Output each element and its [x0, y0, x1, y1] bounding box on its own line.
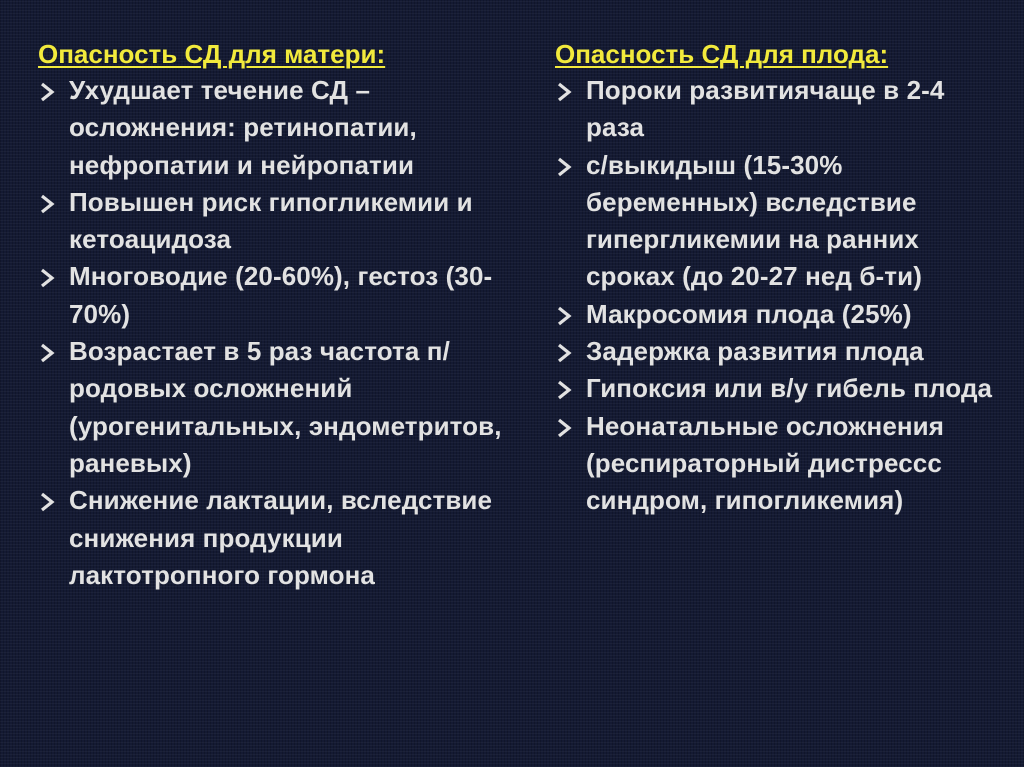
list-item — [555, 408, 1005, 520]
chevron-right-icon — [38, 482, 62, 519]
list-item — [38, 258, 538, 333]
chevron-right-icon — [555, 72, 579, 109]
list-item-text: Снижение лактации, вследствие снижения продукции лактотропного гормона — [69, 485, 493, 590]
list-item-text: Ухудшает течение СД – осложнения: ретинопатии, нефропатии и нейропатии — [69, 75, 417, 180]
chevron-right-icon — [38, 333, 62, 370]
list-item-text: Многоводие (20-60%), гестоз (30-70%) — [69, 261, 493, 329]
list-item-text: с/выкидыш (15-30% беременных) вследствие гипергликемии на ранних сроках (до 20-27 нед б-ти) — [586, 149, 922, 292]
list-item — [555, 296, 1005, 333]
chevron-right-icon — [38, 184, 62, 221]
list-item — [555, 333, 1005, 370]
list-item — [38, 184, 538, 259]
chevron-right-icon — [555, 333, 579, 370]
right-list — [555, 72, 1005, 520]
left-column-mother — [38, 36, 538, 594]
chevron-right-icon — [555, 370, 579, 407]
chevron-right-icon — [555, 296, 579, 333]
list-item-text: Возрастает в 5 раз частота п/родовых осложнений (урогенитальных, эндометритов, раневых) — [69, 336, 502, 478]
list-item — [555, 147, 1005, 296]
list-item — [38, 333, 538, 482]
list-item — [38, 72, 538, 184]
chevron-right-icon — [38, 72, 62, 109]
chevron-right-icon — [38, 258, 62, 295]
list-item — [555, 370, 1005, 407]
right-column-fetus — [555, 36, 1005, 520]
right-heading: Опасность СД для плода: — [555, 39, 889, 69]
chevron-right-icon — [555, 147, 579, 184]
list-item — [555, 72, 1005, 147]
list-item-text: Макросомия плода (25%) — [586, 298, 912, 329]
left-heading: Опасность СД для матери: — [38, 39, 386, 69]
list-item — [38, 482, 538, 594]
chevron-right-icon — [555, 408, 579, 445]
left-list — [38, 72, 538, 594]
list-item-text: Повышен риск гипогликемии и кетоацидоза — [69, 186, 473, 255]
list-item-text: Неонатальные осложнения (респираторный дистресcс синдром, гипогликемия) — [586, 410, 945, 516]
list-item-text: Пороки развитиячаще в 2-4 раза — [586, 75, 945, 143]
list-item-text: Гипоксия или в/у гибель плода — [586, 373, 993, 404]
list-item-text: Задержка развития плода — [586, 336, 924, 367]
